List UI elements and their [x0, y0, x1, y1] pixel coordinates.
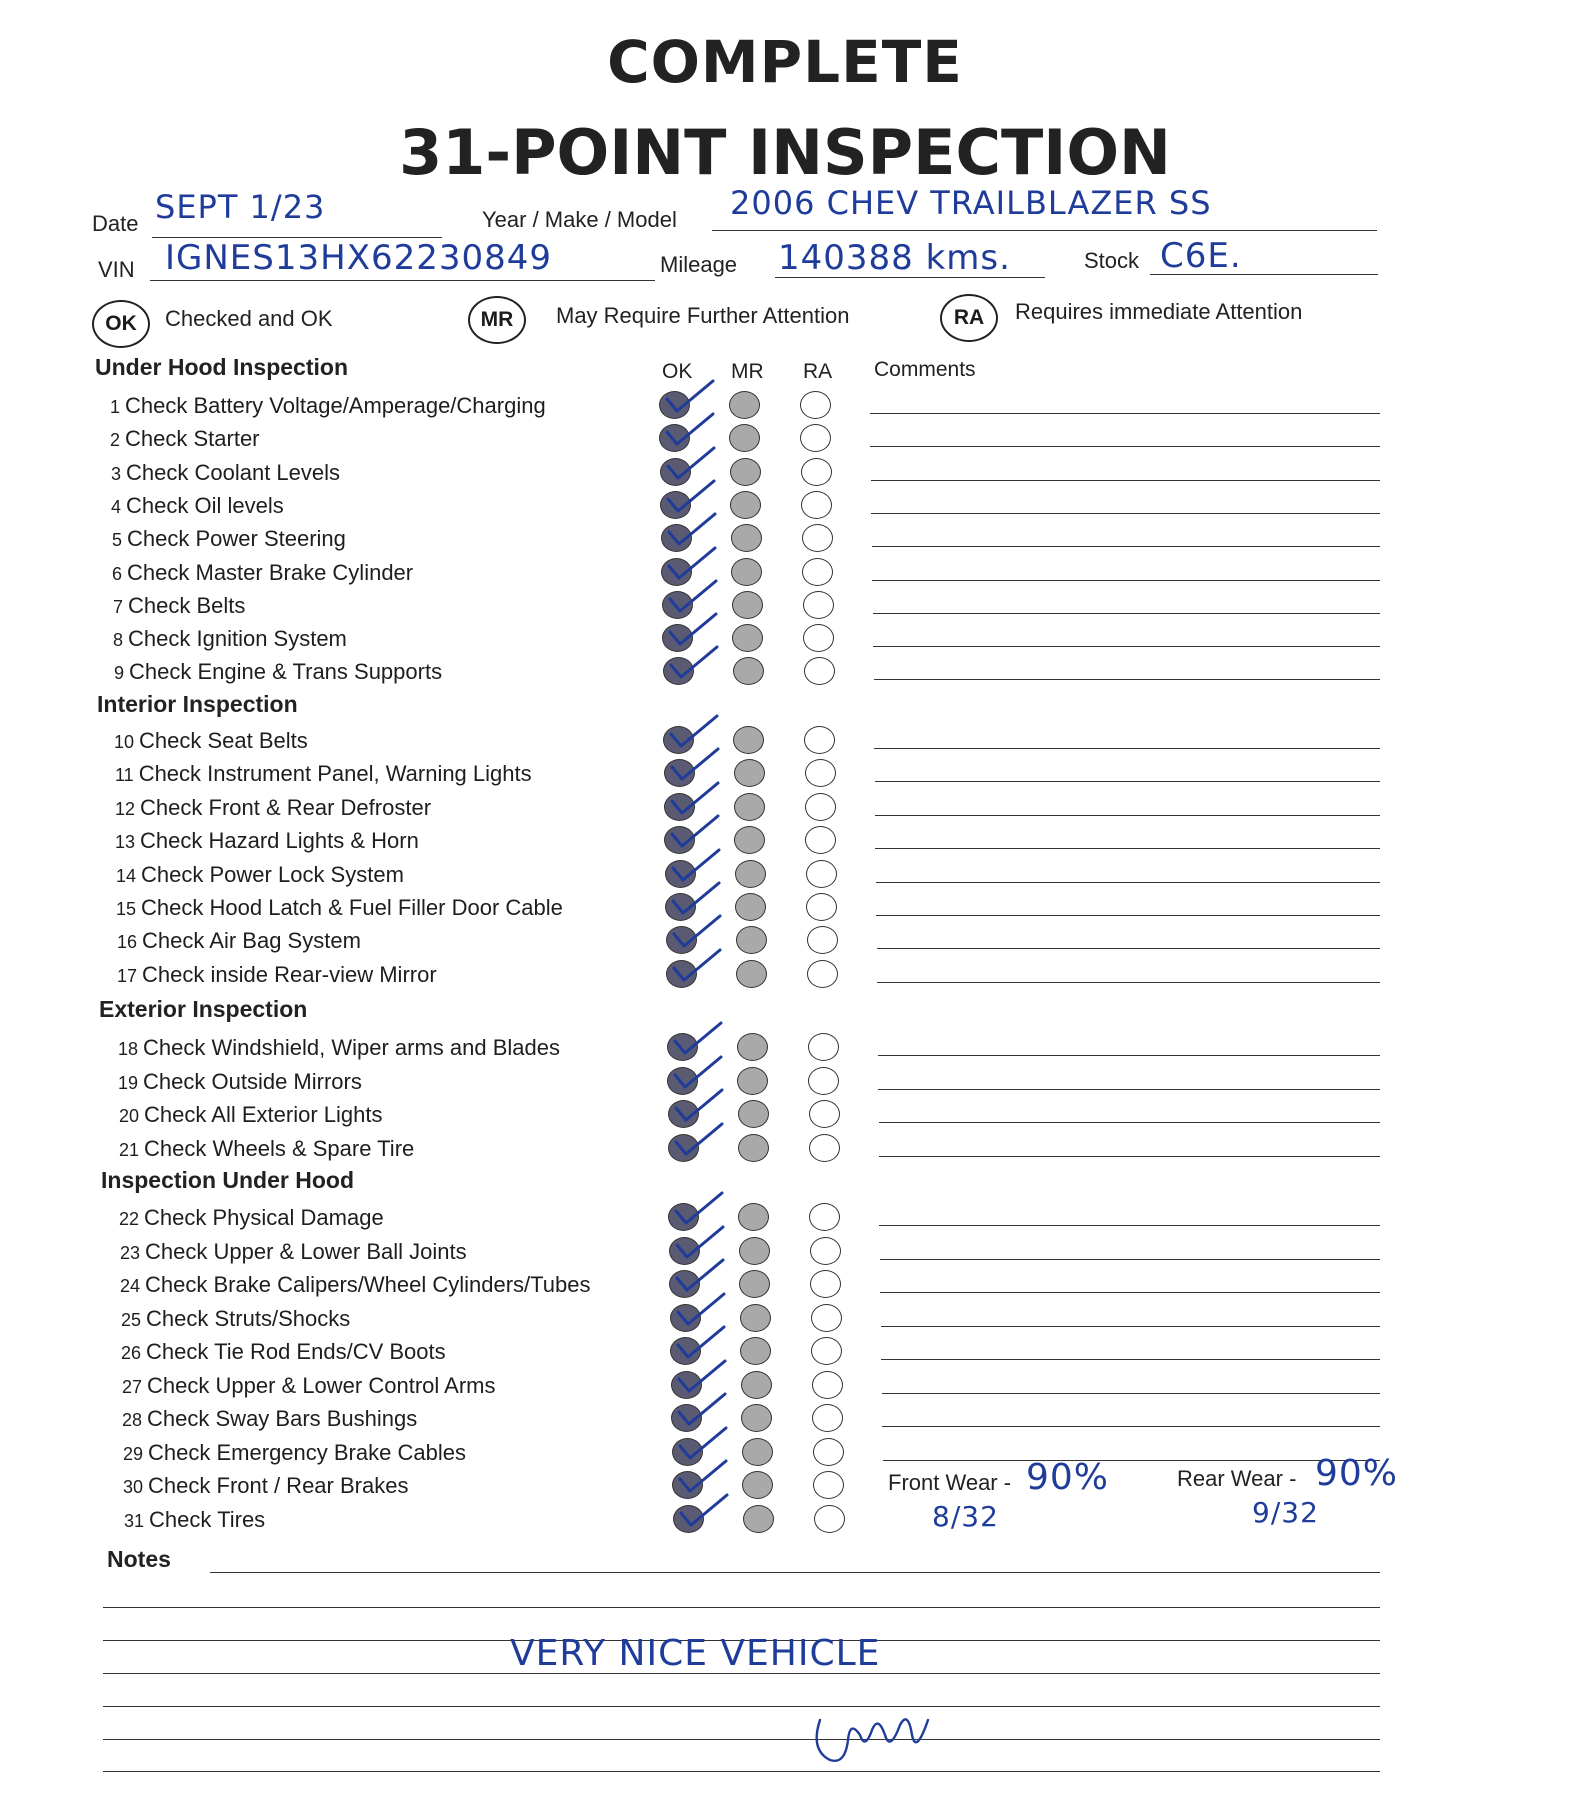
comment-line[interactable] — [882, 1393, 1380, 1394]
item-number: 11 — [115, 765, 134, 785]
legend-mr-text: May Require Further Attention — [556, 303, 850, 328]
comment-line[interactable] — [875, 781, 1380, 782]
notes-line-1[interactable] — [103, 1607, 1380, 1608]
item-label: Check Outside Mirrors — [143, 1069, 362, 1094]
mr-bubble[interactable] — [737, 1067, 768, 1095]
checkmark-icon — [670, 1118, 730, 1162]
mr-bubble[interactable] — [734, 759, 765, 787]
inspection-item — [115, 828, 419, 854]
checkmark-icon — [665, 641, 725, 685]
item-number: 7 — [113, 597, 124, 617]
section-title: Exterior Inspection — [99, 996, 308, 1022]
item-label: Check Physical Damage — [144, 1205, 384, 1230]
item-label: Check Battery Voltage/Amperage/Charging — [125, 393, 546, 418]
mr-bubble[interactable] — [729, 391, 760, 419]
item-label: Check Tires — [149, 1507, 266, 1532]
ra-bubble[interactable] — [804, 726, 835, 754]
inspection-item — [117, 962, 437, 988]
date-value[interactable]: SEPT 1/23 — [155, 188, 326, 226]
stock-label: Stock — [1084, 248, 1140, 273]
inspection-item — [121, 1306, 350, 1332]
ra-bubble[interactable] — [813, 1438, 844, 1466]
comment-line[interactable] — [873, 646, 1380, 647]
ra-bubble[interactable] — [807, 960, 838, 988]
ra-bubble[interactable] — [806, 860, 837, 888]
ra-bubble[interactable] — [801, 458, 832, 486]
comment-line[interactable] — [870, 446, 1380, 447]
front-wear-fraction[interactable]: 8/32 — [932, 1500, 999, 1533]
ymm-value[interactable]: 2006 CHEV TRAILBLAZER SS — [730, 184, 1212, 222]
ra-bubble[interactable] — [800, 424, 831, 452]
item-number: 27 — [122, 1377, 143, 1397]
rear-wear-label: Rear Wear - — [1177, 1466, 1297, 1491]
mr-bubble[interactable] — [742, 1438, 773, 1466]
checkmark-icon — [668, 944, 728, 988]
mr-bubble[interactable] — [731, 558, 762, 586]
mr-bubble[interactable] — [733, 726, 764, 754]
item-number: 21 — [119, 1140, 140, 1160]
inspection-item — [112, 560, 413, 586]
inspection-item — [119, 1102, 382, 1128]
mr-bubble[interactable] — [736, 960, 767, 988]
comment-line[interactable] — [881, 1359, 1380, 1360]
item-number: 19 — [118, 1073, 139, 1093]
notes-label: Notes — [107, 1546, 171, 1572]
comment-line[interactable] — [878, 1089, 1380, 1090]
inspection-item — [113, 593, 245, 619]
comment-line[interactable] — [875, 848, 1380, 849]
mr-bubble[interactable] — [740, 1304, 771, 1332]
inspection-item — [119, 1136, 414, 1162]
form-title-line1: COMPLETE — [607, 28, 963, 96]
col-ra-heading: RA — [803, 360, 833, 383]
item-label: Check Coolant Levels — [126, 460, 341, 485]
ra-bubble[interactable] — [810, 1237, 841, 1265]
legend-mr-circle: MR — [468, 296, 526, 344]
mr-bubble[interactable] — [729, 424, 760, 452]
stock-value[interactable]: C6E. — [1160, 236, 1242, 276]
ra-bubble[interactable] — [806, 893, 837, 921]
col-ok-heading: OK — [662, 360, 693, 383]
item-label: Check Hood Latch & Fuel Filler Door Cable — [141, 895, 563, 920]
item-number: 8 — [113, 630, 124, 650]
item-number: 10 — [114, 732, 135, 752]
inspection-item — [116, 895, 563, 921]
inspection-item — [122, 1373, 496, 1399]
item-number: 6 — [112, 564, 123, 584]
mr-bubble[interactable] — [730, 491, 761, 519]
comment-line[interactable] — [876, 915, 1380, 916]
item-number: 2 — [110, 430, 121, 450]
item-label: Check Oil levels — [126, 493, 284, 518]
item-number: 1 — [110, 397, 121, 417]
ra-bubble[interactable] — [809, 1203, 840, 1231]
comment-line[interactable] — [874, 748, 1380, 749]
mr-bubble[interactable] — [737, 1033, 768, 1061]
front-wear-label: Front Wear - — [888, 1470, 1012, 1495]
mr-bubble[interactable] — [742, 1471, 773, 1499]
inspection-item — [117, 928, 361, 954]
inspection-item — [114, 728, 308, 754]
ra-bubble[interactable] — [808, 1067, 839, 1095]
front-wear-value[interactable]: 90% — [1026, 1457, 1110, 1498]
item-number: 17 — [117, 966, 138, 986]
comment-line[interactable] — [873, 613, 1380, 614]
item-number: 18 — [118, 1039, 139, 1059]
inspection-item — [118, 1069, 362, 1095]
comment-line[interactable] — [879, 1156, 1380, 1157]
vin-value[interactable]: IGNES13HX62230849 — [165, 238, 553, 278]
rear-wear-value[interactable]: 90% — [1315, 1453, 1399, 1494]
item-number: 12 — [115, 799, 136, 819]
notes-text[interactable]: VERY NICE VEHICLE — [510, 1633, 881, 1674]
item-label: Check Emergency Brake Cables — [148, 1440, 466, 1465]
notes-line-5[interactable] — [103, 1739, 1380, 1740]
item-label: Check Power Steering — [127, 526, 346, 551]
inspection-item — [121, 1339, 446, 1365]
comment-line[interactable] — [872, 580, 1380, 581]
legend-ra-circle: RA — [940, 294, 998, 342]
mr-bubble[interactable] — [740, 1337, 771, 1365]
notes-line-6[interactable] — [103, 1771, 1380, 1772]
ra-bubble[interactable] — [805, 759, 836, 787]
item-number: 3 — [111, 464, 122, 484]
mr-bubble[interactable] — [736, 926, 767, 954]
section-title: Under Hood Inspection — [95, 354, 348, 380]
inspection-item — [115, 795, 431, 821]
rear-wear-fraction[interactable]: 9/32 — [1252, 1496, 1319, 1529]
item-number: 14 — [116, 866, 137, 886]
inspection-item — [114, 659, 442, 685]
item-number: 23 — [120, 1243, 141, 1263]
mr-bubble[interactable] — [741, 1404, 772, 1432]
item-label: Check Sway Bars Bushings — [147, 1406, 418, 1431]
comment-line[interactable] — [875, 815, 1380, 816]
mr-bubble[interactable] — [733, 657, 764, 685]
item-label: Check Seat Belts — [139, 728, 308, 753]
legend-ok-text: Checked and OK — [165, 306, 333, 331]
section-title: Interior Inspection — [97, 691, 298, 717]
ra-bubble[interactable] — [812, 1371, 843, 1399]
ra-bubble[interactable] — [800, 391, 831, 419]
mileage-underline — [775, 277, 1045, 278]
mr-bubble[interactable] — [734, 826, 765, 854]
item-label: Check inside Rear-view Mirror — [142, 962, 437, 987]
item-label: Check Hazard Lights & Horn — [140, 828, 419, 853]
item-number: 15 — [116, 899, 137, 919]
inspection-item — [119, 1205, 384, 1231]
comment-line[interactable] — [877, 948, 1380, 949]
comment-line[interactable] — [881, 1326, 1380, 1327]
date-label: Date — [92, 211, 139, 236]
inspection-item — [123, 1440, 466, 1466]
item-number: 26 — [121, 1343, 142, 1363]
ra-bubble[interactable] — [809, 1134, 840, 1162]
ra-bubble[interactable] — [813, 1471, 844, 1499]
mr-bubble[interactable] — [739, 1270, 770, 1298]
item-label: Check Ignition System — [128, 626, 347, 651]
item-number: 22 — [119, 1209, 140, 1229]
inspection-item — [110, 426, 260, 452]
item-number: 16 — [117, 932, 138, 952]
ymm-underline — [712, 230, 1377, 231]
item-label: Check Tie Rod Ends/CV Boots — [146, 1339, 446, 1364]
ymm-label: Year / Make / Model — [482, 207, 677, 232]
comment-line[interactable] — [871, 513, 1380, 514]
mr-bubble[interactable] — [735, 860, 766, 888]
inspection-item — [120, 1239, 467, 1265]
ra-bubble[interactable] — [804, 657, 835, 685]
mr-bubble[interactable] — [738, 1100, 769, 1128]
mr-bubble[interactable] — [741, 1371, 772, 1399]
mr-bubble[interactable] — [731, 524, 762, 552]
item-label: Check Wheels & Spare Tire — [144, 1136, 415, 1161]
item-label: Check Front & Rear Defroster — [140, 795, 432, 820]
inspection-item — [111, 493, 284, 519]
checkmark-icon — [675, 1489, 735, 1533]
ra-bubble[interactable] — [805, 826, 836, 854]
inspection-item — [112, 526, 346, 552]
item-label: Check All Exterior Lights — [144, 1102, 383, 1127]
comment-line[interactable] — [871, 480, 1380, 481]
ra-bubble[interactable] — [802, 558, 833, 586]
comment-line[interactable] — [877, 982, 1380, 983]
comment-line[interactable] — [874, 679, 1380, 680]
mileage-label: Mileage — [660, 252, 738, 277]
item-number: 5 — [112, 530, 123, 550]
notes-line-4[interactable] — [103, 1706, 1380, 1707]
item-label: Check Power Lock System — [141, 862, 404, 887]
notes-line-0[interactable] — [210, 1572, 1380, 1573]
item-label: Check Belts — [128, 593, 246, 618]
ra-bubble[interactable] — [803, 624, 834, 652]
form-title-line2: 31-POINT INSPECTION — [399, 116, 1171, 189]
item-number: 4 — [111, 497, 122, 517]
item-label: Check Starter — [125, 426, 260, 451]
inspection-item — [124, 1507, 265, 1533]
mr-bubble[interactable] — [734, 793, 765, 821]
col-mr-heading: MR — [731, 360, 764, 383]
item-label: Check Upper & Lower Ball Joints — [145, 1239, 467, 1264]
ra-bubble[interactable] — [802, 524, 833, 552]
item-number: 20 — [119, 1106, 140, 1126]
comment-line[interactable] — [876, 882, 1380, 883]
ra-bubble[interactable] — [808, 1033, 839, 1061]
mr-bubble[interactable] — [735, 893, 766, 921]
inspection-item — [118, 1035, 560, 1061]
mr-bubble[interactable] — [732, 624, 763, 652]
ra-bubble[interactable] — [805, 793, 836, 821]
comment-line[interactable] — [870, 413, 1380, 414]
ra-bubble[interactable] — [810, 1270, 841, 1298]
comment-line[interactable] — [883, 1460, 1380, 1461]
mr-bubble[interactable] — [730, 458, 761, 486]
inspection-item — [123, 1473, 408, 1499]
mr-bubble[interactable] — [738, 1203, 769, 1231]
item-number: 24 — [120, 1276, 141, 1296]
ra-bubble[interactable] — [811, 1337, 842, 1365]
legend-ra-text: Requires immediate Attention — [1015, 299, 1303, 324]
item-number: 9 — [114, 663, 125, 683]
item-number: 29 — [123, 1444, 144, 1464]
item-label: Check Struts/Shocks — [146, 1306, 351, 1331]
stock-underline — [1150, 274, 1378, 275]
item-label: Check Air Bag System — [142, 928, 361, 953]
comment-line[interactable] — [882, 1426, 1380, 1427]
section-title: Inspection Under Hood — [101, 1167, 354, 1193]
mr-bubble[interactable] — [732, 591, 763, 619]
ra-bubble[interactable] — [811, 1304, 842, 1332]
item-label: Check Instrument Panel, Warning Lights — [138, 761, 532, 786]
item-label: Check Brake Calipers/Wheel Cylinders/Tubes — [145, 1272, 591, 1297]
comment-line[interactable] — [880, 1292, 1380, 1293]
mr-bubble[interactable] — [738, 1134, 769, 1162]
item-label: Check Engine & Trans Supports — [129, 659, 443, 684]
inspection-item — [113, 626, 347, 652]
item-label: Check Master Brake Cylinder — [127, 560, 414, 585]
comment-line[interactable] — [880, 1259, 1380, 1260]
inspection-item — [111, 460, 340, 486]
ra-bubble[interactable] — [803, 591, 834, 619]
legend-ok-circle: OK — [92, 300, 150, 348]
item-number: 31 — [124, 1511, 145, 1531]
item-label: Check Front / Rear Brakes — [148, 1473, 409, 1498]
vin-underline — [150, 280, 655, 281]
ra-bubble[interactable] — [809, 1100, 840, 1128]
inspection-item — [122, 1406, 417, 1432]
ra-bubble[interactable] — [807, 926, 838, 954]
inspection-item — [115, 761, 532, 787]
item-label: Check Upper & Lower Control Arms — [147, 1373, 496, 1398]
col-comments-heading: Comments — [874, 358, 976, 381]
mileage-value[interactable]: 140388 kms. — [778, 238, 1011, 278]
item-number: 13 — [115, 832, 136, 852]
item-number: 28 — [122, 1410, 143, 1430]
ra-bubble[interactable] — [814, 1505, 845, 1533]
vin-label: VIN — [98, 257, 135, 282]
item-number: 30 — [123, 1477, 144, 1497]
inspection-item — [120, 1272, 591, 1298]
comment-line[interactable] — [879, 1225, 1380, 1226]
inspection-item — [116, 862, 404, 888]
ra-bubble[interactable] — [801, 491, 832, 519]
mr-bubble[interactable] — [739, 1237, 770, 1265]
comment-line[interactable] — [878, 1055, 1380, 1056]
comment-line[interactable] — [879, 1122, 1380, 1123]
ra-bubble[interactable] — [812, 1404, 843, 1432]
inspection-item — [110, 393, 546, 419]
item-number: 25 — [121, 1310, 142, 1330]
comment-line[interactable] — [872, 546, 1380, 547]
signature-scribble — [800, 1690, 950, 1770]
item-label: Check Windshield, Wiper arms and Blades — [143, 1035, 560, 1060]
mr-bubble[interactable] — [743, 1505, 774, 1533]
